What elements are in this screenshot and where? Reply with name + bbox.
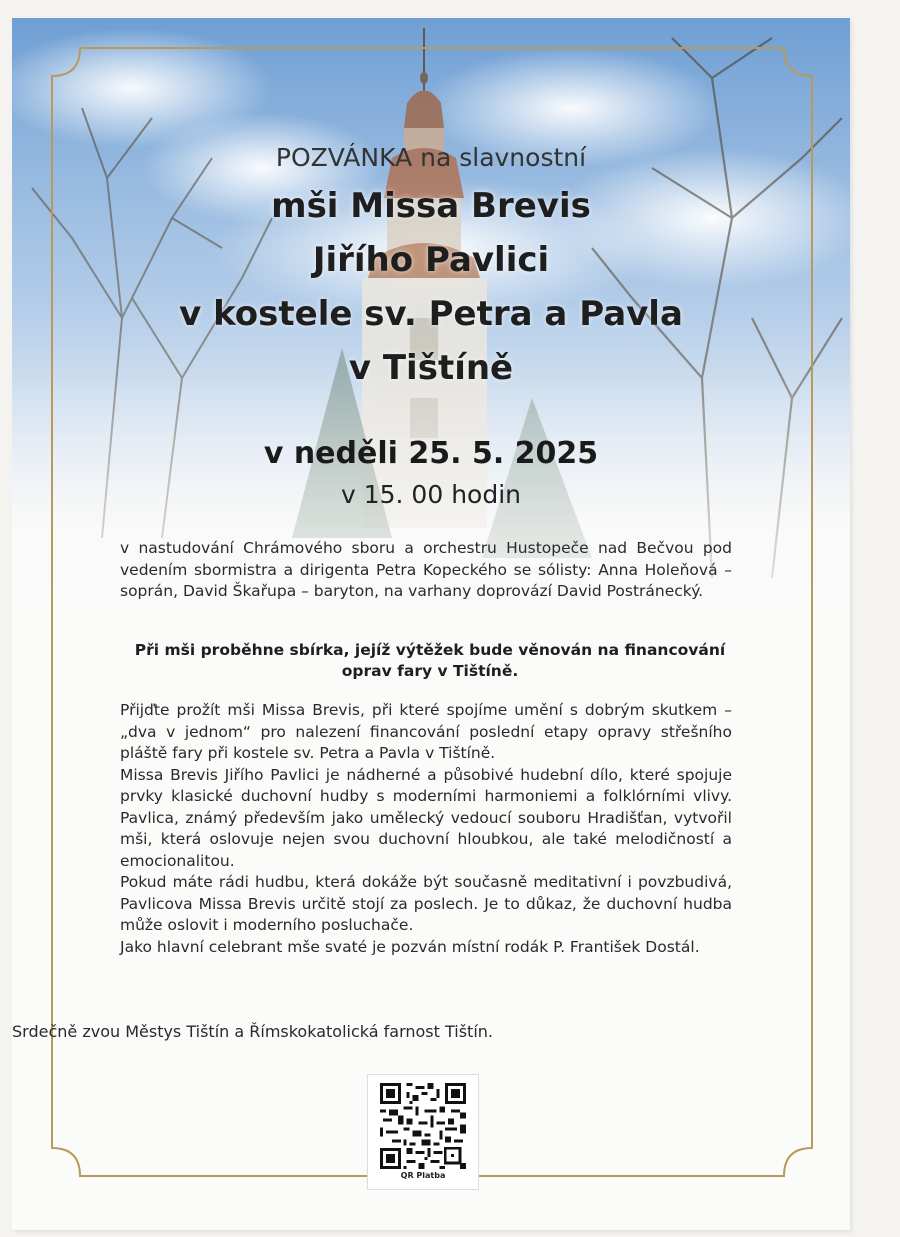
description-paragraph: Missa Brevis Jiřího Pavlici je nádherné a působivé hudební dílo, které spojuje prvky klasické duchovní hudby s moderními harmoniemi a folklórními vlivy. Pavlica, známý především jako umělecký vedoucí souboru Hradišťan, vytvořil mši, která oslovuje nejen svou duchovní hloubkou, ale také melodičností a emocionalitou. xyxy=(120,765,732,870)
title-line-2: Jiřího Pavlici xyxy=(312,240,550,280)
organizers-invitation: Srdečně zvou Městys Tištín a Římskokatolická farnost Tištín. xyxy=(12,1022,493,1041)
invitation-line: POZVÁNKA na slavnostní xyxy=(275,143,587,172)
qr-payment-box[interactable] xyxy=(367,1074,479,1190)
collection-notice: Při mši proběhne sbírka, jejíž výtěžek bude věnován na financování oprav fary v Tištíně. xyxy=(134,641,726,680)
event-time: v 15. 00 hodin xyxy=(340,480,521,509)
intro-text: v nastudování Chrámového sboru a orchestru Hustopeče nad Bečvou pod vedením sbormistra a dirigenta Petra Kopeckého se sólisty: Anna Holeňová – soprán, David Škařupa – baryton, na varhany doprovází David Postránecký. xyxy=(120,539,732,600)
title-line-4: v Tištíně xyxy=(348,348,514,388)
event-date: v neděli 25. 5. 2025 xyxy=(263,436,599,471)
poster-sheet xyxy=(12,18,850,1230)
qr-code-icon xyxy=(380,1083,466,1169)
performers-paragraph xyxy=(120,538,732,603)
qr-label: QR Platba xyxy=(400,1171,446,1180)
description-block xyxy=(120,700,732,958)
description-paragraph: Přijďte prožít mši Missa Brevis, při které spojíme umění s dobrým skutkem – „dva v jednom“ pro nalezení financování poslední etapy opravy střešního pláště fary při kostele sv. Petra a Pavla v Tištíně. xyxy=(120,701,732,762)
description-paragraph: Pokud máte rádi hudbu, která dokáže být současně meditativní i povzbudivá, Pavlicova Missa Brevis určitě stojí za poslech. Je to důkaz, že duchovní hudba může oslovit i moderního posluchače. xyxy=(120,873,732,934)
description-paragraph: Jako hlavní celebrant mše svaté je pozván místní rodák P. František Dostál. xyxy=(120,937,700,956)
title-line-3: v kostele sv. Petra a Pavla xyxy=(179,294,683,334)
title-line-1: mši Missa Brevis xyxy=(271,186,591,226)
